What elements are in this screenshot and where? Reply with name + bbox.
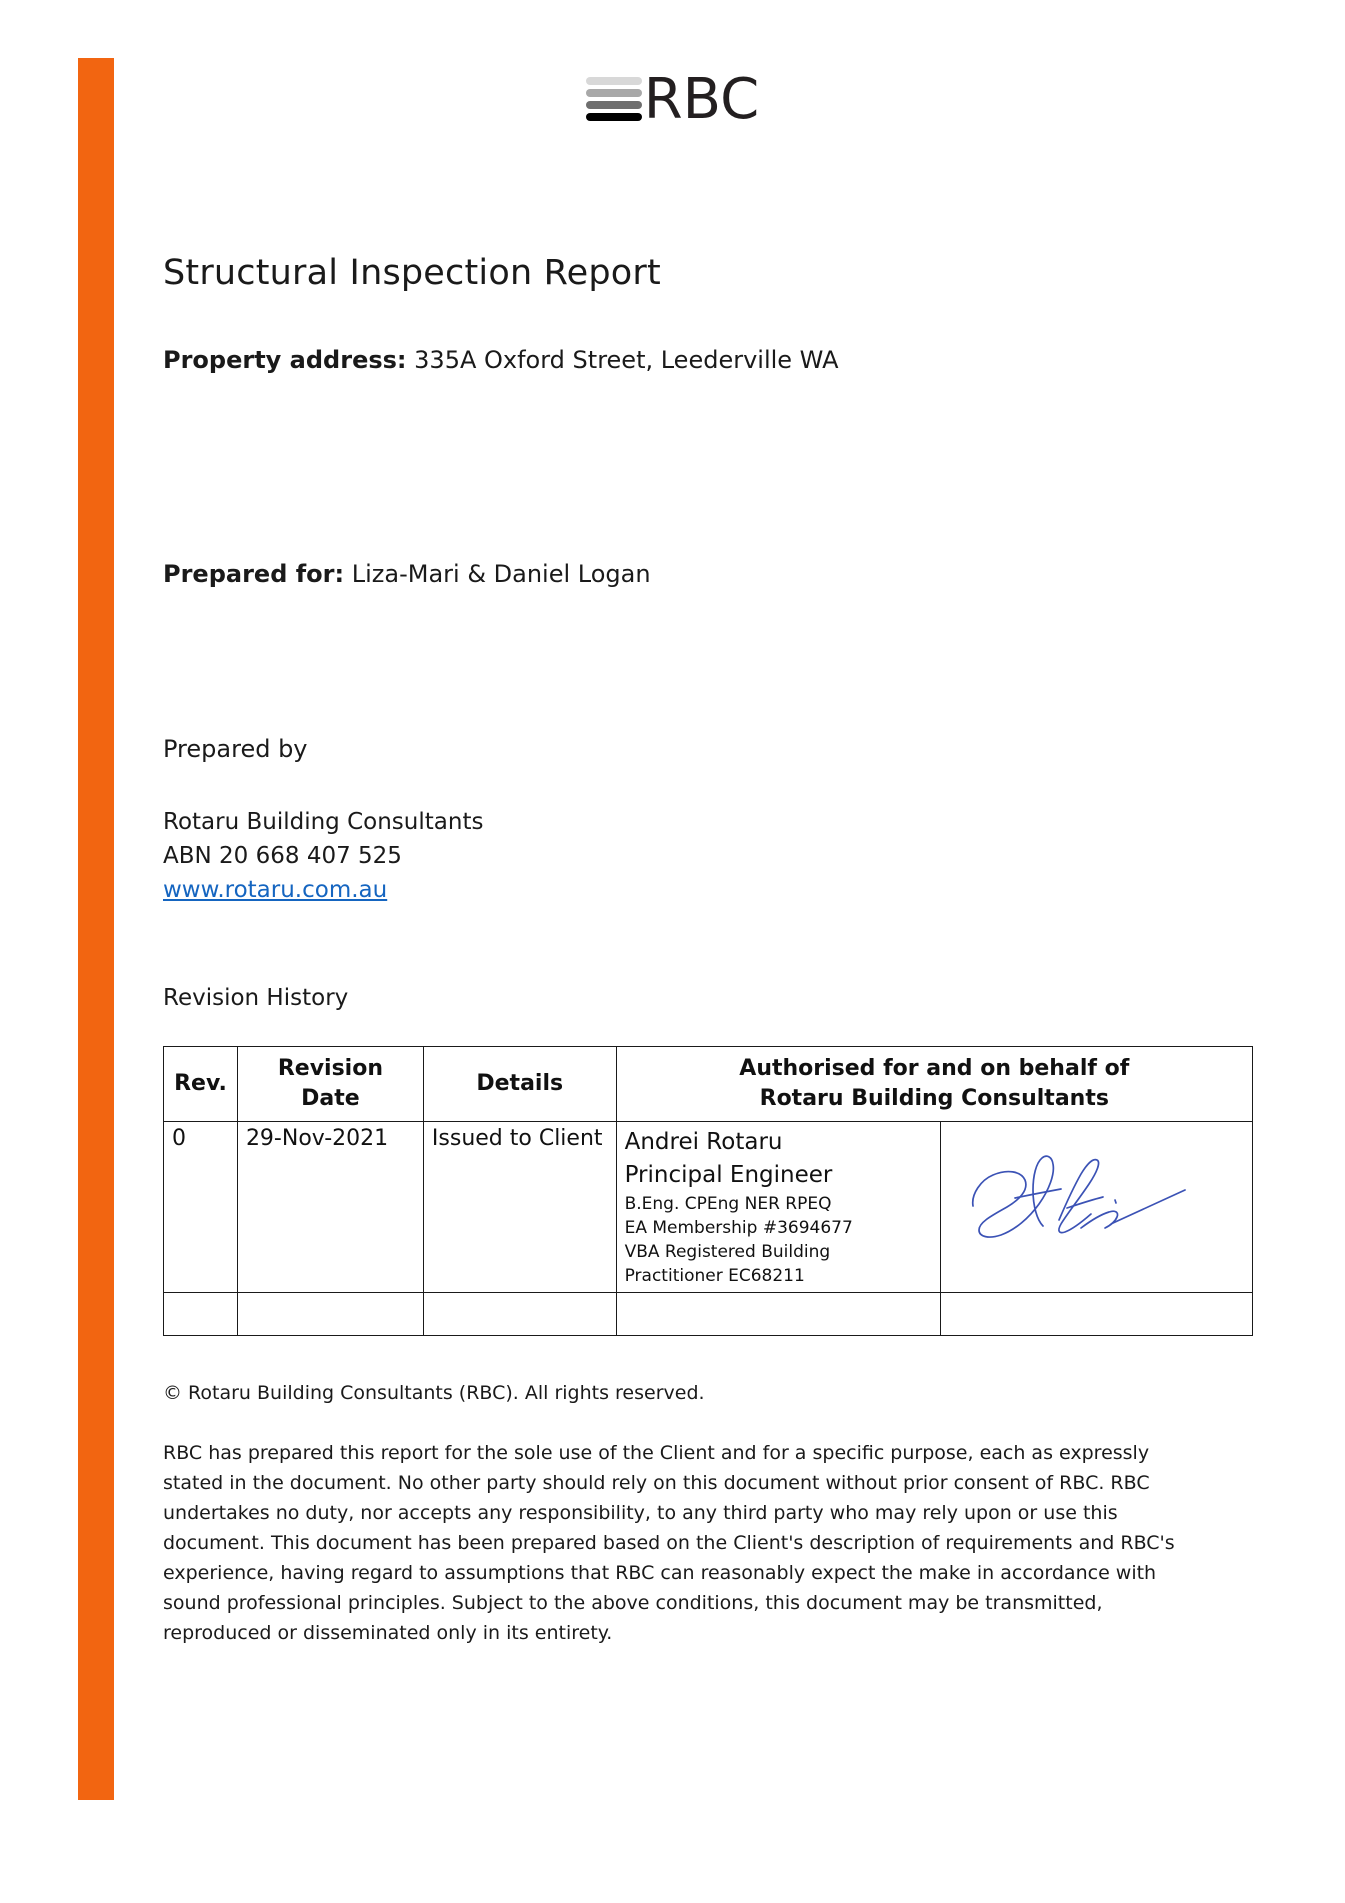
column-header-authorised: [616, 1047, 1252, 1122]
company-details-block: [163, 805, 483, 907]
column-header-rev: Rev.: [164, 1047, 238, 1122]
orange-accent-bar: [78, 58, 114, 1800]
cell-revision-date: [237, 1293, 423, 1336]
authoriser-name: Andrei Rotaru: [624, 1129, 783, 1155]
logo-wordmark: RBC: [643, 67, 760, 132]
prepared-for-line: [163, 560, 651, 588]
stacked-bars-icon: [586, 77, 642, 123]
authorised-header-line-1: Authorised for and on behalf of: [739, 1056, 1130, 1081]
authoriser-credential-2: EA Membership #3694677: [624, 1218, 853, 1238]
company-abn: ABN 20 668 407 525: [163, 843, 402, 869]
revision-history-heading: Revision History: [163, 985, 349, 1011]
logo-bar-1: [586, 77, 642, 85]
table-row: [164, 1293, 1253, 1336]
column-header-revision-date: Revision Date: [237, 1047, 423, 1122]
page-title: Structural Inspection Report: [163, 253, 661, 293]
cell-signature: [941, 1293, 1253, 1336]
authorised-header-line-2: Rotaru Building Consultants: [759, 1086, 1109, 1111]
cell-rev: [164, 1293, 238, 1336]
cell-authoriser: [616, 1293, 941, 1336]
column-header-details: Details: [423, 1047, 616, 1122]
cell-revision-date: 29-Nov-2021: [237, 1122, 423, 1293]
cell-details: [423, 1293, 616, 1336]
company-name: Rotaru Building Consultants: [163, 809, 484, 835]
property-address-value: 335A Oxford Street, Leederville WA: [414, 346, 839, 374]
cell-signature: [941, 1122, 1253, 1293]
disclaimer-text: RBC has prepared this report for the sole use of the Client and for a specific purpose, each as expressly stated in the document. No other party should rely on this document without prior consent of RBC. RBC undertakes no duty, nor accepts any responsibility, to any third party who may rely upon or use this document. This document has been prepared based on the Client's description of requirements and RBC's experience, having regard to assumptions that RBC can reasonably expect the make in accordance with sound professional principles. Subject to the above conditions, this document may be transmitted, reproduced or disseminated only in its entirety.: [163, 1442, 1175, 1644]
table-row: [164, 1122, 1253, 1293]
company-logo: [0, 67, 1345, 132]
logo-bar-4: [586, 113, 642, 121]
logo-bar-2: [586, 89, 642, 97]
signature-image: [963, 1140, 1193, 1248]
company-website-link[interactable]: www.rotaru.com.au: [163, 877, 388, 903]
property-address-line: [163, 346, 839, 374]
cell-rev: 0: [164, 1122, 238, 1293]
table-header-row: [164, 1047, 1253, 1122]
authoriser-role: Principal Engineer: [624, 1162, 833, 1188]
authoriser-credential-3: VBA Registered Building: [624, 1242, 831, 1262]
revision-history-table: [163, 1046, 1253, 1336]
prepared-for-value: Liza-Mari & Daniel Logan: [351, 560, 651, 588]
prepared-by-heading: Prepared by: [163, 735, 308, 763]
authoriser-credential-4: Practitioner EC68211: [624, 1266, 805, 1286]
cell-authoriser: [616, 1122, 941, 1293]
prepared-for-label: Prepared for:: [163, 560, 345, 588]
cell-details: Issued to Client: [423, 1122, 616, 1293]
property-address-label: Property address:: [163, 346, 407, 374]
copyright-notice: © Rotaru Building Consultants (RBC). All rights reserved.: [163, 1382, 705, 1404]
authoriser-credential-1: B.Eng. CPEng NER RPEQ: [624, 1194, 832, 1214]
logo-bar-3: [586, 101, 642, 109]
